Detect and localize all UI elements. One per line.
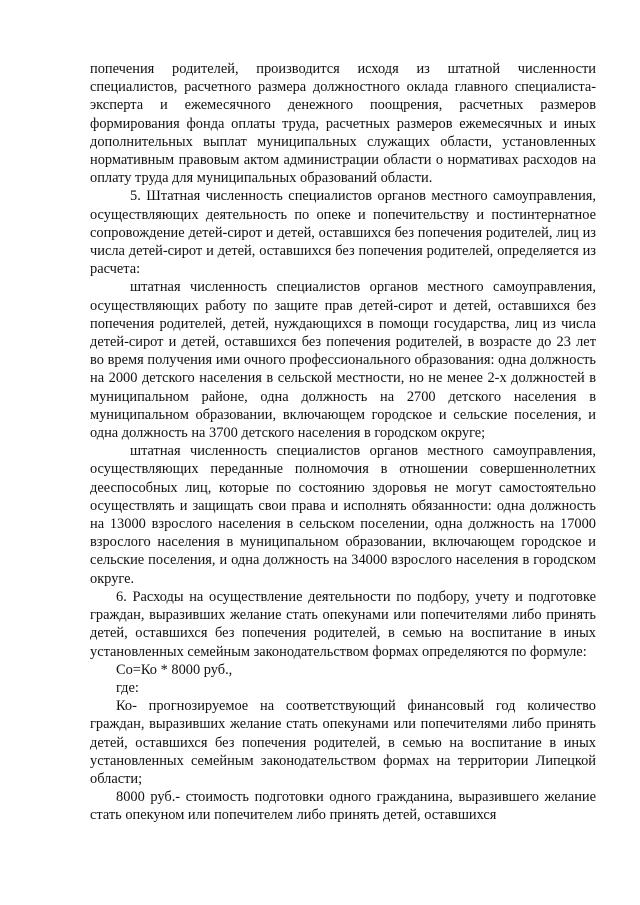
paragraph-adults-staff: штатная численность специалистов органов местного самоуправления, осуществляющих переданные полномочия в отношении совершеннолетних дееспособных лиц, которые по состоянию здоровья не могут самостоятельно осуществлять и защищать свои права и исполнять обязанности: одна должность на 13000 взрослого населения в сельском поселении, одна должность на 17000 взрослого населения в муниципальном образовании, включающем городское и сельские поселения, и одна должность на 34000 взрослого населения в городском округе. bbox=[90, 443, 596, 587]
paragraph-ko-definition: Ко- прогнозируемое на соответствующий финансовый год количество граждан, выразивших желание стать опекунами или попечителями либо принять детей, оставшихся без попечения родителей, в семью на воспитание в иных установленных семейным законодательством формах на территории Липецкой области; bbox=[90, 698, 596, 787]
paragraph-children-staff: штатная численность специалистов органов местного самоуправления, осуществляющих работу по защите прав детей-сирот и детей, оставшихся без попечения родителей, детей, нуждающихся в помощи государства, лиц из числа детей-сирот и детей, оставшихся без попечения родителей, в возрасте до 23 лет во время получения ими очного профессионального образования: одна должность на 2000 детского населения в сельской местности, но не менее 2-х должностей в муниципальном районе, одна должность на 2700 детского населения в муниципальном образовании, включающем городское и сельские поселения, и одна должность на 3700 детского населения в городском округе; bbox=[90, 279, 596, 442]
paragraph-item-6: 6. Расходы на осуществление деятельности по подбору, учету и подготовке граждан, выразивших желание стать опекунами или попечителями либо принять детей, оставшихся без попечения родителей, в семью на воспитание в иных установленных семейным законодательством формах определяются по формуле: bbox=[90, 588, 596, 660]
formula-where: где: bbox=[116, 679, 139, 696]
paragraph-1: попечения родителей, производится исходя из штатной численности специалистов, расчетного размера должностного оклада главного специалиста-эксперта и ежемесячного денежного поощрения, расчетных размеров формирования фонда оплаты труда, расчетных размеров ежемесячных и иных дополнительных выплат муниципальных служащих области, установленных нормативным правовым актом администрации области о нормативах расходов на оплату труда для муниципальных образований области. bbox=[90, 61, 596, 187]
formula: Со=Ко * 8000 руб., bbox=[116, 661, 233, 678]
paragraph-cost-definition: 8000 руб.- стоимость подготовки одного гражданина, выразившего желание стать опекуном или попечителем либо принять детей, оставшихся bbox=[90, 789, 596, 824]
paragraph-item-5: 5. Штатная численность специалистов органов местного самоуправления, осуществляющих деятельность по опеке и попечительству и постинтернатное сопровождение детей-сирот и детей, оставшихся без попечения родителей, лиц из числа детей-сирот и детей, оставшихся без попечения родителей, определяется из расчета: bbox=[90, 188, 596, 278]
document-page bbox=[90, 60, 596, 825]
